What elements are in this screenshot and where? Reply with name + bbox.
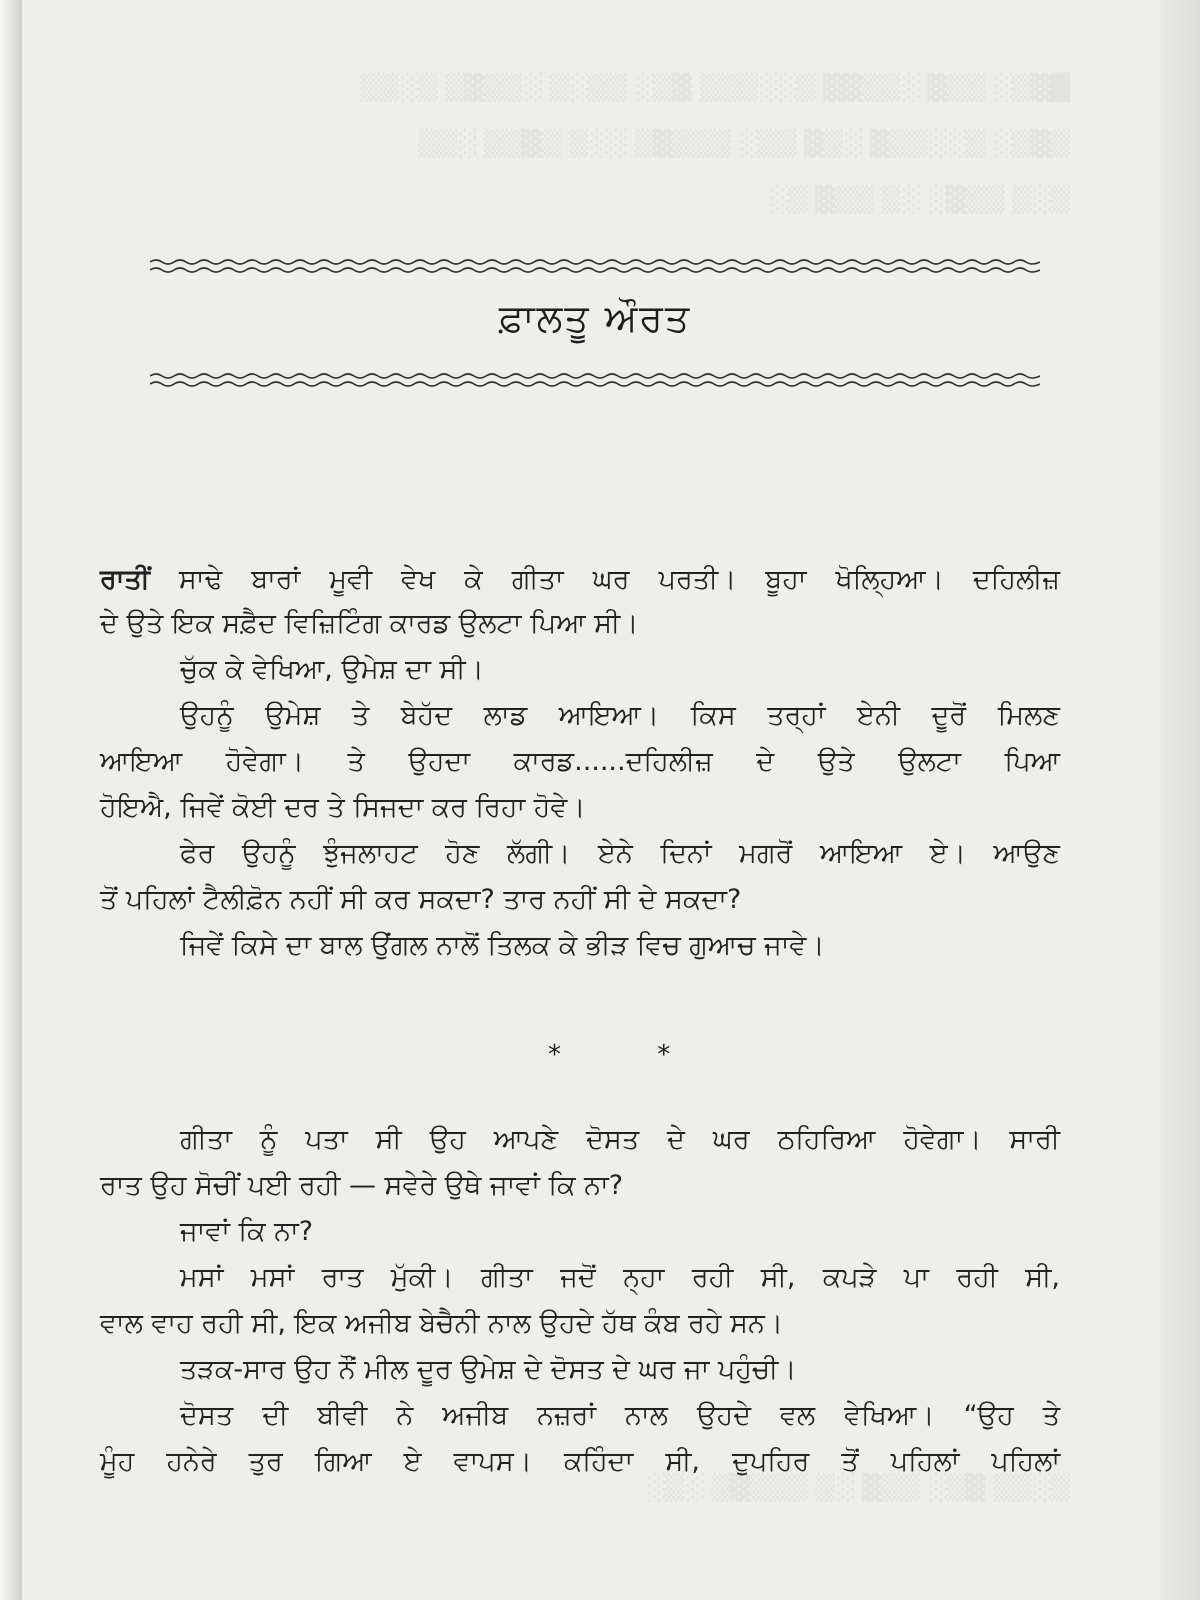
opening-word: ਰਾਤੀਂ [100,564,150,595]
paragraph-line: ਰਾਤ ਉਹ ਸੋਚੀਂ ਪਈ ਰਹੀ — ਸਵੇਰੇ ਉਥੇ ਜਾਵਾਂ ਕਿ ਨਾ? [100,1170,624,1201]
paragraph-line: ਤੜਕ-ਸਾਰ ਉਹ ਨੌਂ ਮੀਲ ਦੂਰ ਉਮੇਸ਼ ਦੇ ਦੋਸਤ ਦੇ ਘਰ ਜਾ ਪਹੁੰਚੀ। [180,1354,797,1385]
paragraph-line: ਚੁੱਕ ਕੇ ਵੇਖਿਆ, ਉਮੇਸ਼ ਦਾ ਸੀ। [180,654,484,685]
paragraph-line: ਦੇ ਉਤੇ ਇਕ ਸਫ਼ੈਦ ਵਿਜ਼ਿਟਿੰਗ ਕਾਰਡ ਉਲਟਾ ਪਿਆ ਸੀ। [100,608,639,639]
paragraph-line: ਫੇਰ ਉਹਨੂੰ ਝੁੰਜਲਾਹਟ ਹੋਣ ਲੱਗੀ। ਏਨੇ ਦਿਨਾਂ ਮਗਰੋਂ ਆਇਆ ਏ। ਆਉਣ [180,838,1060,869]
section-separator: * * [548,1040,715,1070]
paragraph-line: ਉਹਨੂੰ ਉਮੇਸ਼ ਤੇ ਬੇਹੱਦ ਲਾਡ ਆਇਆ। ਕਿਸ ਤਰ੍ਹਾਂ ਏਨੀ ਦੂਰੋਂ ਮਿਲਣ [180,700,1060,731]
bleed-through-bottom: ▒░▒▒ ▓▒░ ▒▒▓ ░▒ ▒▒▒▓▒ ░▒░ [645,1473,1070,1502]
bleed-through-top: █▓▒░ ▒▒▓ ░▒▒▓▓ ▒░░▒▒▒ ▓▒░ ▒▒░▒ ░▒▒▓▒ ▒░▒▒ ▒▓▒░ ▒░░▒▒▓ ░▒▓ ▒▒░ ▒▒▒▓▒ ░░▒ ▒▓▒▒ ░▒▒ ▒░▒ ▒▒▓░ ░▒ ▒▒▓ ▒░ [360,73,1070,214]
paragraph-line: ਜਾਵਾਂ ਕਿ ਨਾ? [180,1216,314,1247]
title-bottom-wavy-rule [150,372,1040,390]
paragraph-line: ਹੋਇਐ, ਜਿਵੇਂ ਕੋਈ ਦਰ ਤੇ ਸਿਜਦਾ ਕਰ ਰਿਹਾ ਹੋਵੇ। [100,792,586,823]
paragraph-line: ਮੂੰਹ ਹਨੇਰੇ ਤੁਰ ਗਿਆ ਏ ਵਾਪਸ। ਕਹਿੰਦਾ ਸੀ, ਦੁਪਹਿਰ ਤੋਂ ਪਹਿਲਾਂ ਪਹਿਲਾਂ [100,1446,1060,1477]
paragraph-line: ਜਿਵੇਂ ਕਿਸੇ ਦਾ ਬਾਲ ਉਂਗਲ ਨਾਲੋਂ ਤਿਲਕ ਕੇ ਭੀੜ ਵਿਚ ਗੁਆਚ ਜਾਵੇ। [180,930,825,961]
paragraph-line: ਵਾਲ ਵਾਹ ਰਹੀ ਸੀ, ਇਕ ਅਜੀਬ ਬੇਚੈਨੀ ਨਾਲ ਉਹਦੇ ਹੱਥ ਕੰਬ ਰਹੇ ਸਨ। [100,1308,784,1339]
paragraph-line: ਦੋਸਤ ਦੀ ਬੀਵੀ ਨੇ ਅਜੀਬ ਨਜ਼ਰਾਂ ਨਾਲ ਉਹਦੇ ਵਲ ਵੇਖਿਆ। “ਉਹ ਤੇ [180,1400,1060,1431]
title-top-wavy-rule [150,258,1040,276]
paragraph-line: ਗੀਤਾ ਨੂੰ ਪਤਾ ਸੀ ਉਹ ਆਪਣੇ ਦੋਸਤ ਦੇ ਘਰ ਠਹਿਰਿਆ ਹੋਵੇਗਾ। ਸਾਰੀ [180,1124,1060,1155]
page-right-edge [1160,0,1200,1600]
page-binding-edge [0,0,22,1600]
paragraph-line: ਆਇਆ ਹੋਵੇਗਾ। ਤੇ ਉਹਦਾ ਕਾਰਡ......ਦਹਿਲੀਜ਼ ਦੇ ਉਤੇ ਉਲਟਾ ਪਿਆ [100,746,1060,777]
paragraph-line: ਤੋਂ ਪਹਿਲਾਂ ਟੈਲੀਫ਼ੋਨ ਨਹੀਂ ਸੀ ਕਰ ਸਕਦਾ? ਤਾਰ ਨਹੀਂ ਸੀ ਦੇ ਸਕਦਾ? [100,884,742,915]
story-title: ਫ਼ਾਲਤੂ ਔਰਤ [498,296,692,340]
paragraph-line [100,558,1060,602]
paragraph-line: ਮਸਾਂ ਮਸਾਂ ਰਾਤ ਮੁੱਕੀ। ਗੀਤਾ ਜਦੋਂ ਨ੍ਹਾ ਰਹੀ ਸੀ, ਕਪੜੇ ਪਾ ਰਹੀ ਸੀ, [180,1262,1060,1293]
line-text: ਸਾਢੇ ਬਾਰਾਂ ਮੂਵੀ ਵੇਖ ਕੇ ਗੀਤਾ ਘਰ ਪਰਤੀ। ਬੂਹਾ ਖੋਲ੍ਹਿਆ। ਦਹਿਲੀਜ਼ [149,564,1060,595]
